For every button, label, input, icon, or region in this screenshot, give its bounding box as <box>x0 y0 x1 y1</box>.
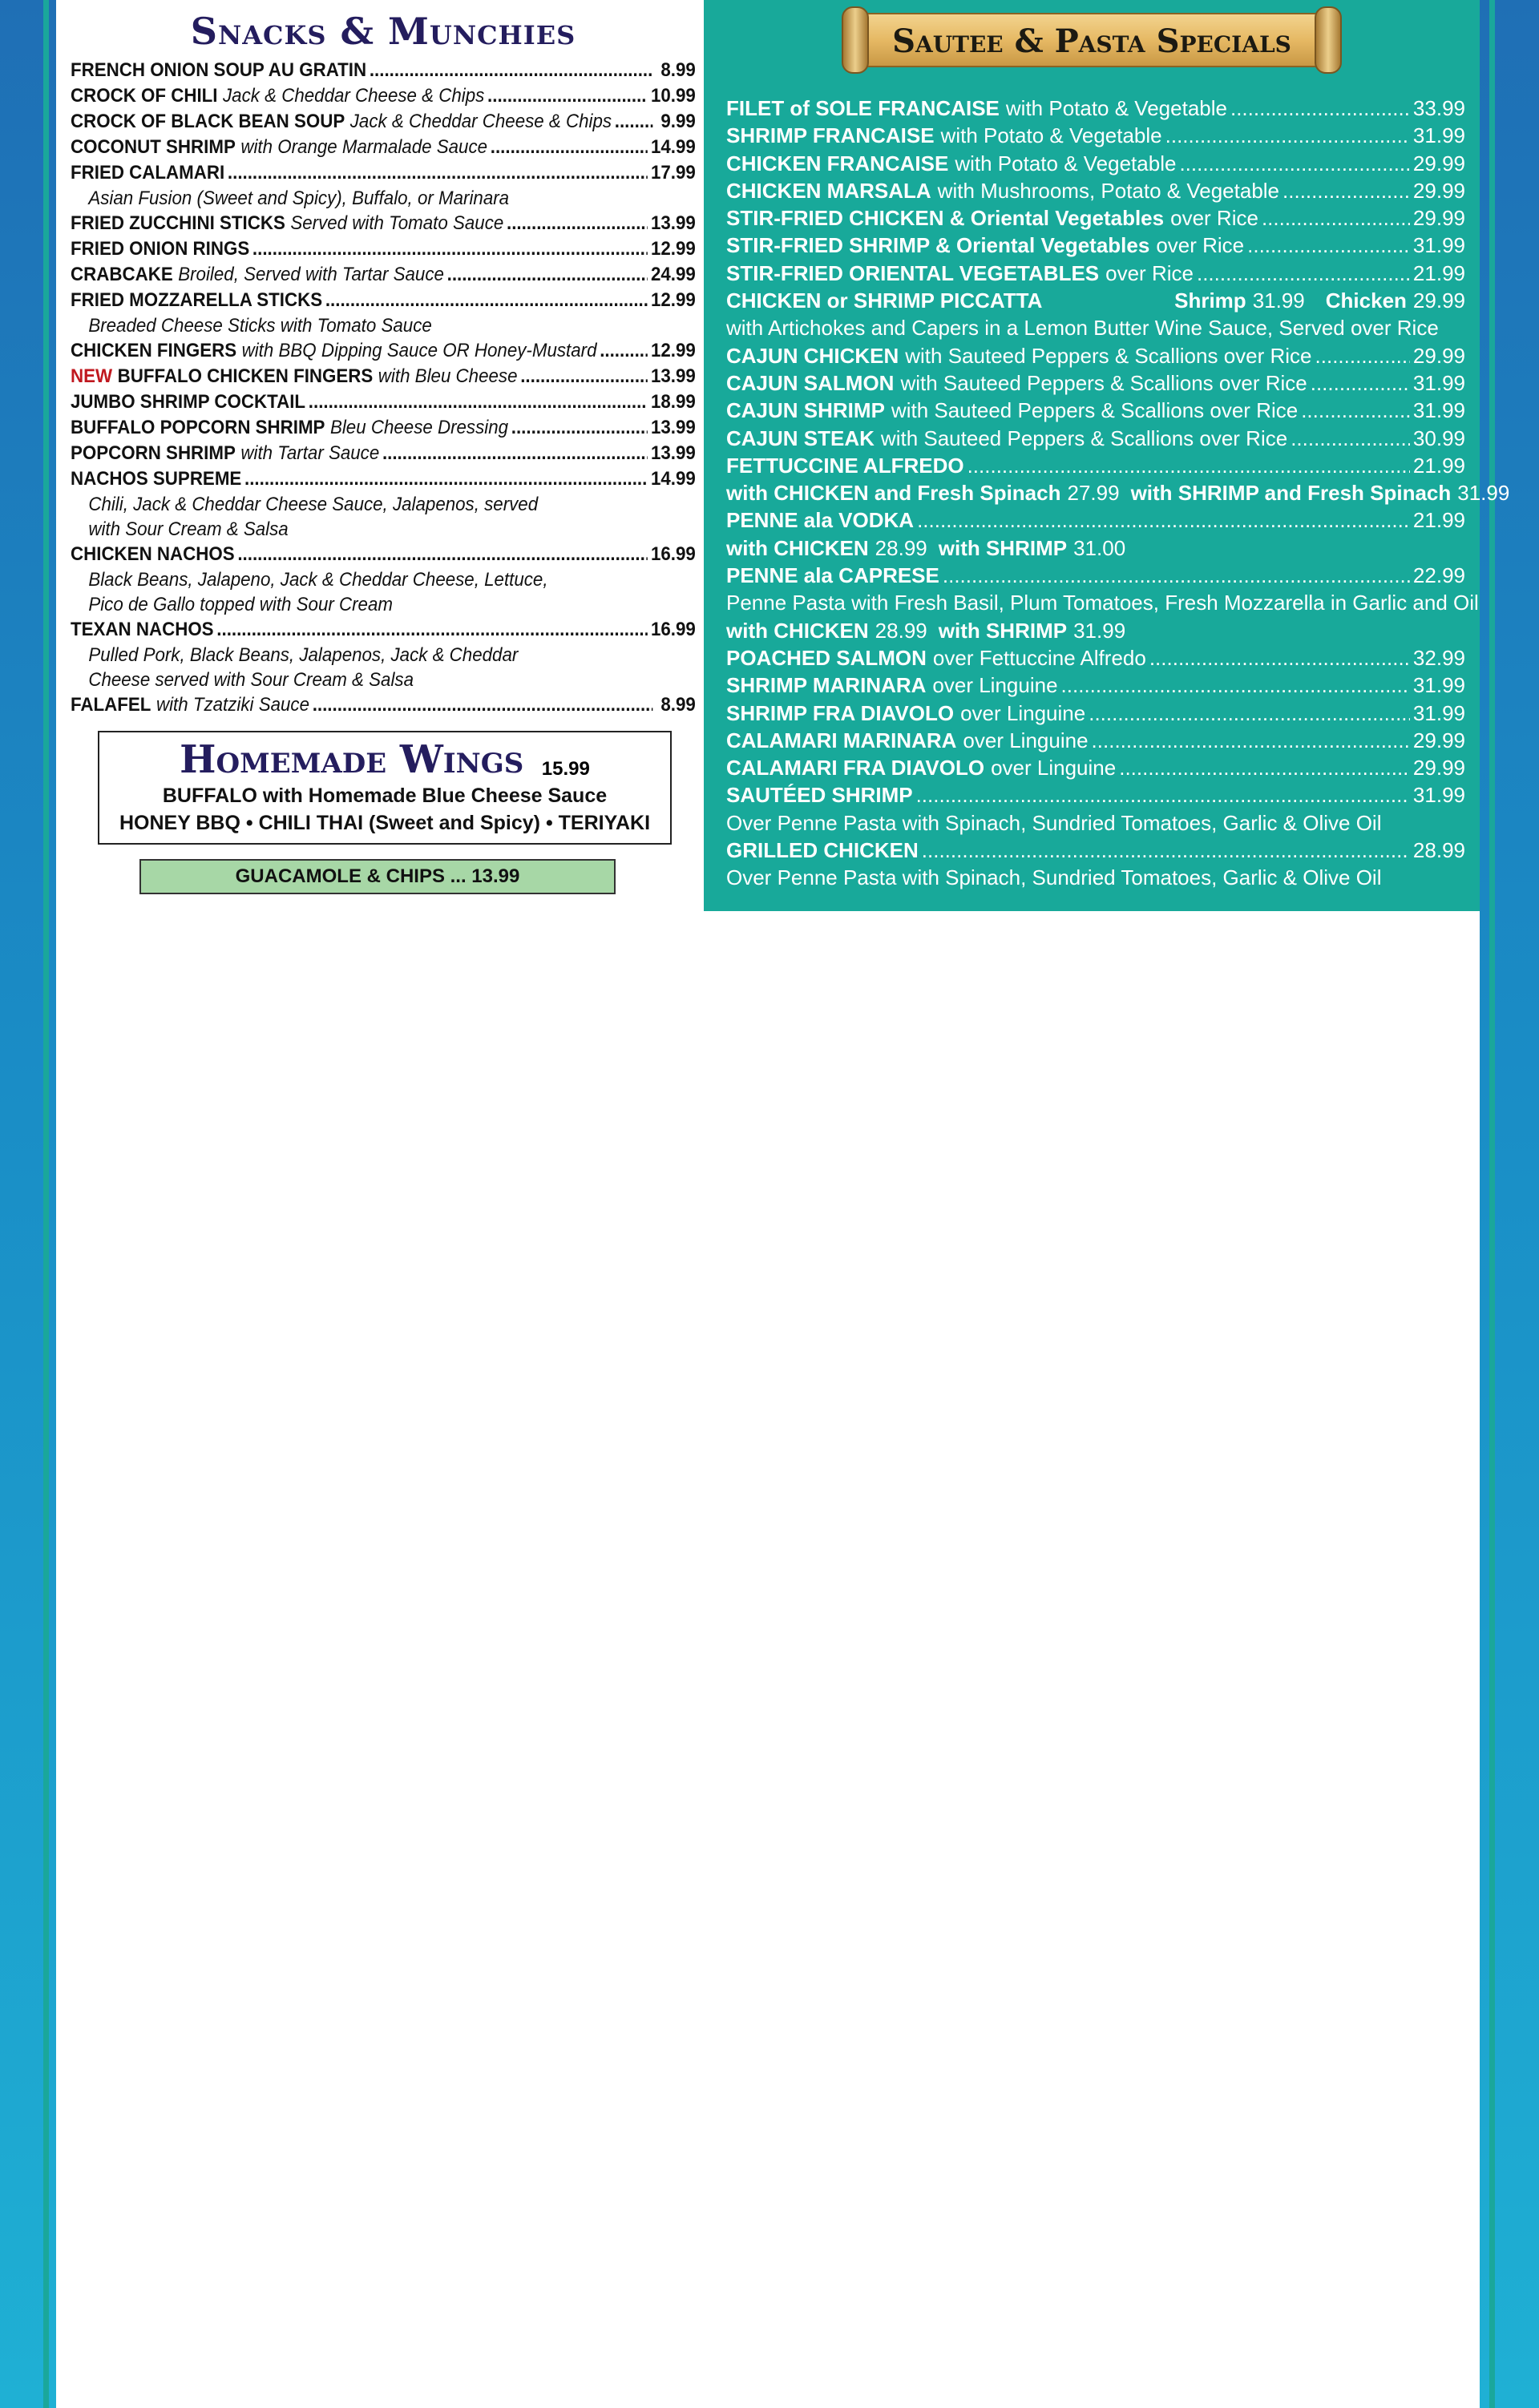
item-name: POPCORN SHRIMP <box>71 442 236 464</box>
menu-item-row <box>71 338 696 364</box>
special-item-row <box>726 204 1465 232</box>
item-subtext: Pulled Pork, Black Beans, Jalapenos, Jack & Cheddar <box>88 644 519 666</box>
item-name: CAJUN SHRIMP <box>726 398 885 423</box>
item-description: over Linguine <box>932 673 1058 698</box>
item-price: 10.99 <box>650 85 696 107</box>
special-item-row <box>726 95 1465 122</box>
menu-item-row <box>71 83 696 109</box>
item-price: 22.99 <box>1412 563 1465 588</box>
item-name: STIR-FRIED SHRIMP & Oriental Vegetables <box>726 233 1150 258</box>
item-name: STIR-FRIED CHICKEN & Oriental Vegetables <box>726 206 1165 231</box>
item-price: 13.99 <box>650 212 696 234</box>
item-name: CHICKEN or SHRIMP PICCATTA <box>726 288 1043 313</box>
dot-leader <box>943 562 1410 589</box>
dot-leader <box>1301 397 1410 424</box>
item-price: 31.99 <box>1412 700 1465 725</box>
specials-list <box>704 95 1510 892</box>
item-description: Jack & Cheddar Cheese & Chips <box>223 85 485 107</box>
item-price: 18.99 <box>650 391 696 413</box>
special-item-row <box>726 287 1465 314</box>
dot-leader <box>520 364 648 389</box>
dot-leader <box>216 617 648 643</box>
item-description: with Potato & Vegetable <box>940 123 1162 148</box>
menu-page <box>56 0 1510 2408</box>
item-price: 31.99 <box>1412 783 1465 808</box>
menu-item-row <box>71 441 696 466</box>
item-name: FALAFEL <box>71 694 151 716</box>
item-price: 13.99 <box>650 365 696 387</box>
right-border-stripe <box>1489 0 1495 2408</box>
menu-item-row <box>71 288 696 313</box>
combo-price: 31.00 <box>1073 535 1126 560</box>
dot-leader <box>507 211 648 236</box>
special-item-row <box>726 837 1465 864</box>
item-name: PENNE ala VODKA <box>726 508 915 533</box>
item-price: 13.99 <box>650 442 696 464</box>
dot-leader <box>244 466 648 492</box>
special-item-row <box>726 150 1465 177</box>
dot-leader <box>447 262 648 288</box>
item-name: SAUTÉED SHRIMP <box>726 783 913 808</box>
wings-line-1: BUFFALO with Homemade Blue Cheese Sauce <box>162 785 608 807</box>
item-price: 12.99 <box>650 340 696 361</box>
new-badge: NEW <box>71 365 113 387</box>
item-description: with Tartar Sauce <box>240 442 380 464</box>
item-price: 16.99 <box>650 543 696 565</box>
item-name: SHRIMP FRA DIAVOLO <box>726 700 955 725</box>
dot-leader <box>313 692 652 718</box>
special-item-row <box>726 644 1465 672</box>
item-price: 14.99 <box>650 136 696 158</box>
dot-leader <box>1247 232 1410 259</box>
wings-price: 15.99 <box>541 757 590 780</box>
combo-label: with SHRIMP <box>938 535 1068 560</box>
dot-leader <box>1179 150 1409 177</box>
left-border-stripe <box>43 0 49 2408</box>
special-item-row <box>726 617 1465 644</box>
item-description: with Sauteed Peppers & Scallions over Rice <box>900 370 1307 395</box>
item-description: Jack & Cheddar Cheese & Chips <box>349 111 612 132</box>
dot-leader <box>511 415 648 441</box>
item-name: CHICKEN FRANCAISE <box>726 151 949 175</box>
item-description: Bleu Cheese Dressing <box>329 417 509 438</box>
specials-title: Sautee & Pasta Specials <box>892 22 1291 60</box>
special-item-row <box>726 534 1465 562</box>
combo-price: 31.99 <box>1457 481 1510 506</box>
menu-item-row <box>71 109 696 135</box>
item-price: 31.99 <box>1412 673 1465 698</box>
special-item-row <box>726 479 1510 506</box>
item-description: over Rice <box>1105 260 1194 285</box>
shrimp-label: Shrimp <box>1174 288 1246 313</box>
special-item-row <box>726 562 1465 589</box>
special-item-row <box>726 506 1465 534</box>
combo-label: with SHRIMP <box>938 618 1068 643</box>
dot-leader <box>1262 204 1410 232</box>
snacks-title: Snacks & Munchies <box>190 10 576 53</box>
item-price: 29.99 <box>1412 756 1465 780</box>
item-subtext: Over Penne Pasta with Spinach, Sundried Tomatoes, Garlic & Olive Oil <box>726 865 1382 890</box>
special-item-row <box>726 232 1465 259</box>
item-price: 21.99 <box>1412 508 1465 533</box>
dot-leader <box>1311 369 1410 397</box>
item-price: 29.99 <box>1412 178 1465 203</box>
item-price: 31.99 <box>1412 370 1465 395</box>
item-price: 8.99 <box>660 694 696 716</box>
item-price: 31.99 <box>1412 398 1465 423</box>
dot-leader <box>615 109 652 135</box>
item-price: 31.99 <box>1412 233 1465 258</box>
item-subtext: Penne Pasta with Fresh Basil, Plum Tomatoes, Fresh Mozzarella in Garlic and Oil <box>726 591 1479 615</box>
item-name: FRIED ZUCCHINI STICKS <box>71 212 285 234</box>
special-item-row <box>726 727 1465 754</box>
item-price: 17.99 <box>650 162 696 184</box>
combo-price: 28.99 <box>875 535 927 560</box>
combo-label: with CHICKEN <box>726 535 869 560</box>
item-price: 12.99 <box>650 238 696 260</box>
item-name: BUFFALO CHICKEN FINGERS <box>117 365 374 387</box>
item-name: FRIED ONION RINGS <box>71 238 250 260</box>
special-item-row <box>726 342 1465 369</box>
item-price: 30.99 <box>1412 426 1465 450</box>
item-description: Broiled, Served with Tartar Sauce <box>178 264 444 285</box>
item-price: 28.99 <box>1412 838 1465 863</box>
wings-box <box>98 731 672 845</box>
item-name: CHICKEN NACHOS <box>71 543 235 565</box>
item-description: with BBQ Dipping Sauce OR Honey-Mustard <box>241 340 597 361</box>
special-item-row <box>726 781 1465 809</box>
dot-leader <box>309 389 648 415</box>
item-name: CALAMARI MARINARA <box>726 728 957 752</box>
item-subtext: Chili, Jack & Cheddar Cheese Sauce, Jalapenos, served <box>88 494 539 515</box>
combo-price: 31.99 <box>1073 618 1126 643</box>
special-item-row <box>726 122 1465 149</box>
special-item-row <box>726 672 1465 699</box>
item-name: JUMBO SHRIMP COCKTAIL <box>71 391 306 413</box>
special-item-row <box>726 700 1465 727</box>
item-name: COCONUT SHRIMP <box>71 136 236 158</box>
item-subtext: with Artichokes and Capers in a Lemon Butter Wine Sauce, Served over Rice <box>726 316 1439 341</box>
menu-item-row <box>71 262 696 288</box>
guacamole-box: GUACAMOLE & CHIPS ... 13.99 <box>139 859 616 894</box>
item-description: over Linguine <box>991 756 1117 780</box>
snacks-list <box>71 58 696 718</box>
item-price: 29.99 <box>1412 151 1465 175</box>
dot-leader <box>370 58 652 83</box>
item-name: CALAMARI FRA DIAVOLO <box>726 756 985 780</box>
item-subtext: Asian Fusion (Sweet and Spicy), Buffalo, or Marinara <box>88 188 510 209</box>
dot-leader <box>922 837 1410 864</box>
chicken-label: Chicken <box>1325 288 1407 313</box>
item-description: with Bleu Cheese <box>378 365 518 387</box>
dot-leader <box>382 441 648 466</box>
item-price: 31.99 <box>1412 123 1465 148</box>
dot-leader <box>1089 700 1410 727</box>
item-name: FRIED MOZZARELLA STICKS <box>71 289 323 311</box>
item-subtext: Pico de Gallo topped with Sour Cream <box>88 594 393 615</box>
menu-item-row <box>71 389 696 415</box>
special-item-row <box>726 369 1465 397</box>
item-name: CAJUN SALMON <box>726 370 895 395</box>
item-name: POACHED SALMON <box>726 645 927 670</box>
dot-leader <box>487 83 648 109</box>
menu-item-row <box>71 58 696 83</box>
shrimp-price: 31.99 <box>1252 288 1305 313</box>
specials-section <box>704 0 1510 911</box>
item-name: FILET of SOLE FRANCAISE <box>726 96 1000 120</box>
item-price: 24.99 <box>650 264 696 285</box>
item-name: STIR-FRIED ORIENTAL VEGETABLES <box>726 260 1100 285</box>
combo-label: with CHICKEN <box>726 618 869 643</box>
item-price: 29.99 <box>1412 206 1465 231</box>
item-name: CAJUN CHICKEN <box>726 343 899 368</box>
item-description: with Tzatziki Sauce <box>156 694 309 716</box>
item-subtext: Black Beans, Jalapeno, Jack & Cheddar Cheese, Lettuce, <box>88 569 548 591</box>
item-name: SHRIMP FRANCAISE <box>726 123 935 148</box>
item-name: CROCK OF CHILI <box>71 85 218 107</box>
item-price: 9.99 <box>660 111 696 132</box>
item-description: Served with Tomato Sauce <box>290 212 504 234</box>
special-item-row <box>726 452 1465 479</box>
dot-leader <box>228 160 648 186</box>
item-price: 21.99 <box>1412 453 1465 478</box>
item-description: over Rice <box>1156 233 1245 258</box>
item-subtext: Cheese served with Sour Cream & Salsa <box>88 669 414 691</box>
item-description: over Rice <box>1170 206 1258 231</box>
menu-item-row <box>71 211 696 236</box>
specials-banner <box>835 6 1348 74</box>
item-name: SHRIMP MARINARA <box>726 673 927 698</box>
dot-leader <box>1291 425 1410 452</box>
item-price: 33.99 <box>1412 96 1465 120</box>
special-item-row <box>726 260 1465 287</box>
menu-item-row <box>71 617 696 643</box>
snacks-section <box>71 0 696 894</box>
item-name: NACHOS SUPREME <box>71 468 242 490</box>
dot-leader <box>1119 754 1410 781</box>
item-name: FRENCH ONION SOUP AU GRATIN <box>71 59 367 81</box>
dot-leader <box>491 135 648 160</box>
combo-price: 27.99 <box>1067 481 1120 506</box>
item-name: CROCK OF BLACK BEAN SOUP <box>71 111 345 132</box>
item-description: with Potato & Vegetable <box>1005 96 1227 120</box>
item-name: FETTUCCINE ALFREDO <box>726 453 964 478</box>
item-name: CRABCAKE <box>71 264 173 285</box>
menu-item-row <box>71 692 696 718</box>
item-price: 29.99 <box>1412 728 1465 752</box>
dot-leader <box>1315 342 1410 369</box>
menu-item-row <box>71 466 696 492</box>
item-description: with Mushrooms, Potato & Vegetable <box>937 178 1280 203</box>
item-description: with Sauteed Peppers & Scallions over Rice <box>880 426 1288 450</box>
combo-price: 28.99 <box>875 618 927 643</box>
dot-leader <box>252 236 648 262</box>
dot-leader <box>237 542 648 567</box>
special-item-row <box>726 425 1465 452</box>
item-price: 8.99 <box>660 59 696 81</box>
item-description: with Sauteed Peppers & Scallions over Rice <box>891 398 1299 423</box>
wings-line-2: HONEY BBQ • CHILI THAI (Sweet and Spicy) • TERIYAKI <box>119 812 651 834</box>
item-subtext: Breaded Cheese Sticks with Tomato Sauce <box>88 315 432 337</box>
item-price: 29.99 <box>1412 343 1465 368</box>
item-description: over Fettuccine Alfredo <box>932 645 1146 670</box>
item-description: over Linguine <box>960 700 1086 725</box>
special-item-row <box>726 177 1465 204</box>
item-price: 32.99 <box>1412 645 1465 670</box>
dot-leader <box>1282 177 1410 204</box>
item-name: TEXAN NACHOS <box>71 619 214 640</box>
dot-leader <box>1149 644 1410 672</box>
dot-leader <box>325 288 648 313</box>
combo-label: with CHICKEN and Fresh Spinach <box>726 481 1061 506</box>
dot-leader <box>917 506 1410 534</box>
dot-leader <box>1061 672 1410 699</box>
item-description: over Linguine <box>963 728 1089 752</box>
item-name: CHICKEN FINGERS <box>71 340 237 361</box>
menu-item-row <box>71 160 696 186</box>
menu-item-row <box>71 364 696 389</box>
dot-leader <box>1092 727 1410 754</box>
item-description: with Sauteed Peppers & Scallions over Rice <box>905 343 1312 368</box>
dot-leader <box>1165 122 1410 149</box>
item-name: CAJUN STEAK <box>726 426 875 450</box>
item-price: 16.99 <box>650 619 696 640</box>
dot-leader <box>967 452 1410 479</box>
dot-leader <box>916 781 1410 809</box>
item-price: 21.99 <box>1412 260 1465 285</box>
item-name: PENNE ala CAPRESE <box>726 563 939 588</box>
item-name: CHICKEN MARSALA <box>726 178 931 203</box>
item-description: with Orange Marmalade Sauce <box>240 136 488 158</box>
item-price: 14.99 <box>650 468 696 490</box>
combo-label: with SHRIMP and Fresh Spinach <box>1130 481 1452 506</box>
special-item-row <box>726 754 1465 781</box>
item-name: FRIED CALAMARI <box>71 162 225 184</box>
item-subtext: Over Penne Pasta with Spinach, Sundried Tomatoes, Garlic & Olive Oil <box>726 810 1382 835</box>
item-subtext: with Sour Cream & Salsa <box>88 518 289 540</box>
wings-title: Homemade Wings <box>180 737 524 782</box>
menu-item-row <box>71 542 696 567</box>
menu-item-row <box>71 415 696 441</box>
menu-item-row <box>71 135 696 160</box>
dot-leader <box>600 338 648 364</box>
dot-leader <box>1230 95 1410 122</box>
menu-item-row <box>71 236 696 262</box>
special-item-row <box>726 397 1465 424</box>
item-description: with Potato & Vegetable <box>955 151 1177 175</box>
item-name: BUFFALO POPCORN SHRIMP <box>71 417 325 438</box>
item-name: GRILLED CHICKEN <box>726 838 919 863</box>
item-price: 12.99 <box>650 289 696 311</box>
chicken-price: 29.99 <box>1412 288 1465 313</box>
dot-leader <box>1197 260 1410 287</box>
item-price: 13.99 <box>650 417 696 438</box>
